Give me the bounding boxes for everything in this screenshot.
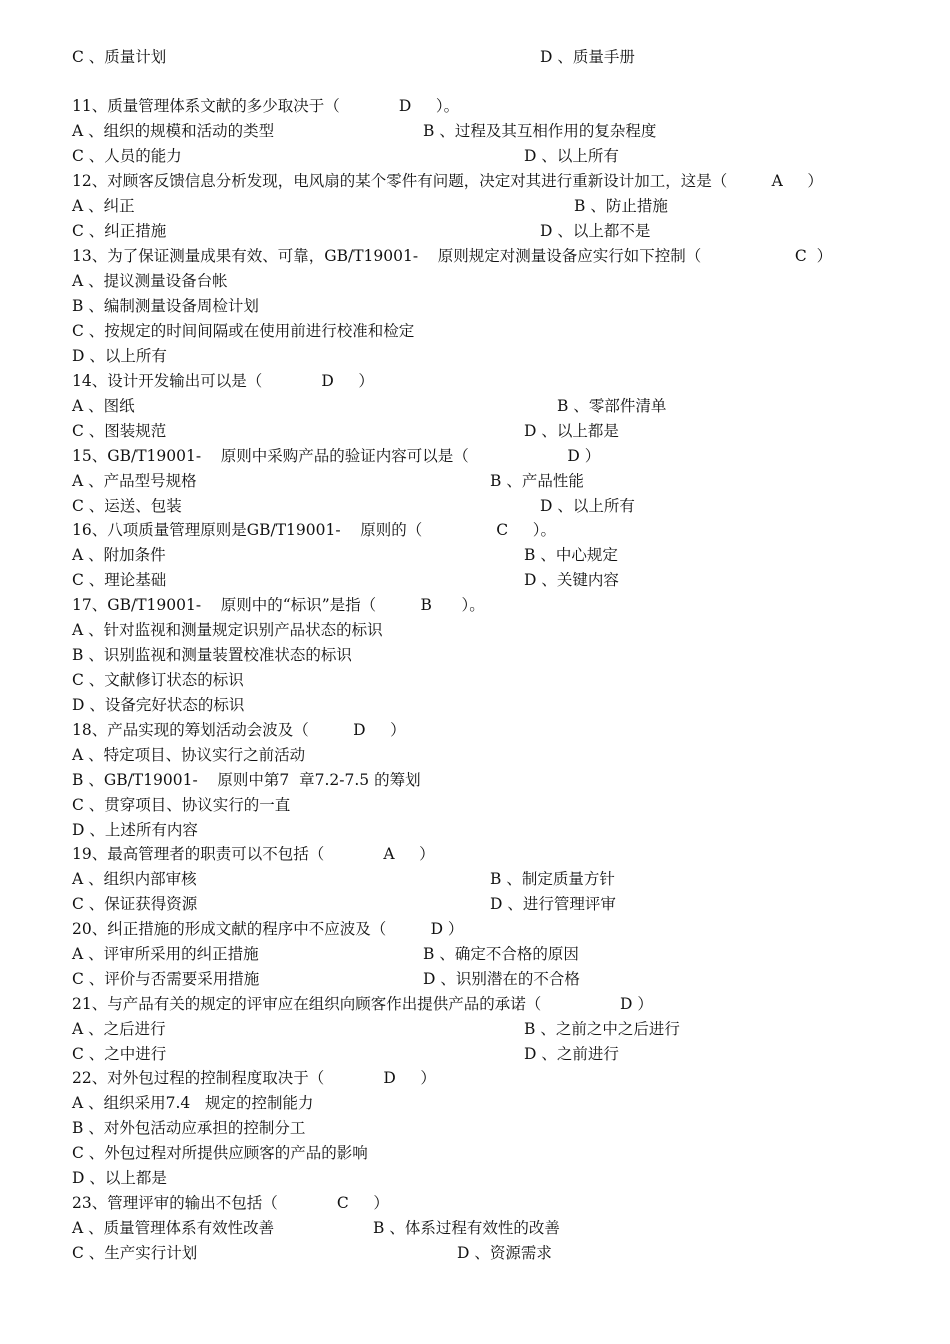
text-line: A 、组织内部审核 <box>72 870 197 888</box>
text-line: B 、确定不合格的原因 <box>423 945 579 963</box>
text-line: D 、资源需求 <box>457 1244 552 1262</box>
text-line: A 、特定项目、协议实行之前活动 <box>72 746 306 764</box>
text-line: 12、对顾客反馈信息分析发现，电风扇的某个零件有问题，决定对其进行重新设计加工，这是（ A ） <box>72 172 823 190</box>
text-line: A 、附加条件 <box>72 546 166 564</box>
text-line: B 、过程及其互相作用的复杂程度 <box>423 122 657 140</box>
text-line: 16、八项质量管理原则是GB/T19001- 原则的（ C ）。 <box>72 521 556 539</box>
text-line: A 、纠正 <box>72 197 135 215</box>
text-line: D 、识别潜在的不合格 <box>423 970 580 988</box>
text-line: 15、GB/T19001- 原则中采购产品的验证内容可以是（ D ） <box>72 447 601 465</box>
text-line: B 、对外包活动应承担的控制分工 <box>72 1119 306 1137</box>
text-line: A 、组织采用7.4 规定的控制能力 <box>72 1094 314 1112</box>
text-line: D 、关键内容 <box>524 571 619 589</box>
text-line: C 、理论基础 <box>72 571 167 589</box>
text-line: 13、为了保证测量成果有效、可靠，GB/T19001- 原则规定对测量设备应实行如下控制（ C ） <box>72 247 833 265</box>
text-line: C 、文献修订状态的标识 <box>72 671 244 689</box>
text-line: 22、对外包过程的控制程度取决于（ D ） <box>72 1069 436 1087</box>
text-line: A 、图纸 <box>72 397 135 415</box>
text-line: 19、最高管理者的职责可以不包括（ A ） <box>72 845 435 863</box>
text-line: D 、以上所有 <box>540 497 635 515</box>
text-line: 21、与产品有关的规定的评审应在组织向顾客作出提供产品的承诺（ D ） <box>72 995 653 1013</box>
text-line: D 、以上都是 <box>72 1169 167 1187</box>
text-line: B 、中心规定 <box>524 546 618 564</box>
text-line: C 、之中进行 <box>72 1045 167 1063</box>
text-line: C 、评价与否需要采用措施 <box>72 970 260 988</box>
text-line: C 、外包过程对所提供应顾客的产品的影响 <box>72 1144 368 1162</box>
text-line: B 、编制测量设备周检计划 <box>72 297 259 315</box>
text-line: D 、以上所有 <box>72 347 167 365</box>
text-line: 18、产品实现的筹划活动会波及（ D ） <box>72 721 406 739</box>
text-line: D 、以上都不是 <box>540 222 651 240</box>
text-line: A 、质量管理体系有效性改善 <box>72 1219 275 1237</box>
text-line: A 、提议测量设备台帐 <box>72 272 228 290</box>
text-line: D 、质量手册 <box>540 48 635 66</box>
text-line: C 、运送、包装 <box>72 497 182 515</box>
text-line: B 、零部件清单 <box>557 397 667 415</box>
text-line: D 、进行管理评审 <box>490 895 616 913</box>
text-line: D 、以上都是 <box>524 422 619 440</box>
text-line: B 、GB/T19001- 原则中第7 章7.2-7.5 的筹划 <box>72 771 421 789</box>
text-line: D 、以上所有 <box>524 147 619 165</box>
text-line: C 、保证获得资源 <box>72 895 198 913</box>
text-line: D 、之前进行 <box>524 1045 619 1063</box>
text-line: C 、纠正措施 <box>72 222 167 240</box>
text-line: A 、之后进行 <box>72 1020 166 1038</box>
text-line: C 、按规定的时间间隔或在使用前进行校准和检定 <box>72 322 415 340</box>
text-line: C 、生产实行计划 <box>72 1244 198 1262</box>
text-line: B 、防止措施 <box>574 197 668 215</box>
text-line: B 、之前之中之后进行 <box>524 1020 680 1038</box>
text-line: 14、设计开发输出可以是（ D ） <box>72 372 374 390</box>
text-line: D 、上述所有内容 <box>72 821 198 839</box>
text-line: 17、GB/T19001- 原则中的“标识”是指（ B ）。 <box>72 596 485 614</box>
text-line: C 、贯穿项目、协议实行的一直 <box>72 796 291 814</box>
text-line: B 、体系过程有效性的改善 <box>373 1219 560 1237</box>
text-line: A 、产品型号规格 <box>72 472 197 490</box>
text-line: 23、管理评审的输出不包括（ C ） <box>72 1194 389 1212</box>
text-line: A 、针对监视和测量规定识别产品状态的标识 <box>72 621 383 639</box>
text-line: 20、纠正措施的形成文献的程序中不应波及（ D ） <box>72 920 464 938</box>
text-line: C 、人员的能力 <box>72 147 182 165</box>
text-line: C 、图装规范 <box>72 422 167 440</box>
text-line: B 、产品性能 <box>490 472 584 490</box>
text-line: 11、质量管理体系文献的多少取决于（ D ）。 <box>72 97 460 115</box>
text-line: A 、组织的规模和活动的类型 <box>72 122 275 140</box>
text-line: B 、识别监视和测量装置校准状态的标识 <box>72 646 352 664</box>
text-line: B 、制定质量方针 <box>490 870 615 888</box>
text-line: D 、设备完好状态的标识 <box>72 696 245 714</box>
text-line: C 、质量计划 <box>72 48 167 66</box>
text-line: A 、评审所采用的纠正措施 <box>72 945 259 963</box>
